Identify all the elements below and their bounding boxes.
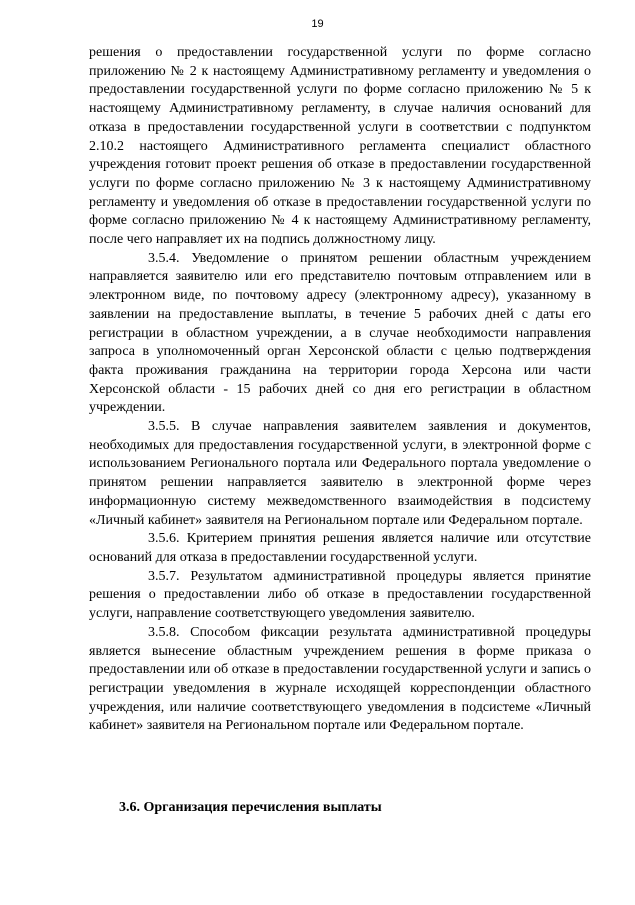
- section-heading: 3.6. Организация перечисления выплаты: [119, 800, 382, 815]
- paragraph-continuation: решения о предоставлении государственной услуги по форме согласно приложению № 2 к настоящему Административному регламенту и уведомления о предоставлении государственной услуги по форме согласно приложению № 5 к настоящему Административному регламенту, в случае наличия оснований для отказа в предоставлении государственной услуги в соответствии с подпунктом 2.10.2 настоящего Административного регламента специалист областного учреждения готовит проект решения об отказе в предоставлении государственной услуги по форме согласно приложению № 3 к настоящему Административному регламенту и уведомления об отказе в предоставлении государственной услуги по форме согласно приложению № 4 к настоящему Административному регламенту, после чего направляет их на подпись должностному лицу.: [89, 45, 591, 248]
- page-number: 19: [311, 18, 324, 30]
- paragraph-3-5-7: 3.5.7. Результатом административной процедуры является принятие решения о предоставлении либо об отказе в предоставлении государственной услуги, направление соответствующего уведомления заявителю.: [89, 568, 591, 622]
- paragraph-3-5-5: 3.5.5. В случае направления заявителем заявления и документов, необходимых для предоставления государственной услуги, в электронной форме с использованием Регионального портала или Федерального портала уведомление о принятом решении направляется заявителю в электронной форме через информационную систему межведомственного взаимодействия в подсистему «Личный кабинет» заявителя на Региональном портале или Федеральном портале.: [89, 419, 591, 528]
- document-body: [89, 44, 591, 736]
- paragraph-3-5-6: 3.5.6. Критерием принятия решения является наличие или отсутствие оснований для отказа в предоставлении государственной услуги.: [89, 531, 591, 565]
- paragraph-3-5-8: 3.5.8. Способом фиксации результата административной процедуры является вынесение областным учреждением решения в форме приказа о предоставлении или об отказе в предоставлении государственной услуги и запись о регистрации уведомления в журнале исходящей корреспонденции областного учреждения, или наличие соответствующего уведомления в подсистеме «Личный кабинет» заявителя на Региональном портале или Федеральном портале.: [89, 624, 591, 734]
- paragraph-3-5-4: 3.5.4. Уведомление о принятом решении областным учреждением направляется заявителю или его представителю почтовым отправлением или в электронном виде, по почтовому адресу (электронному адресу), указанному в заявлении на предоставление выплаты, в течение 5 рабочих дней с даты его регистрации в областном учреждении, а в случае необходимости направления запроса в уполномоченный орган Херсонской области с целью подтверждения факта проживания гражданина на территории города Херсона или части Херсонской области - 15 рабочих дней со дня его регистрации в областном учреждении.: [89, 250, 591, 416]
